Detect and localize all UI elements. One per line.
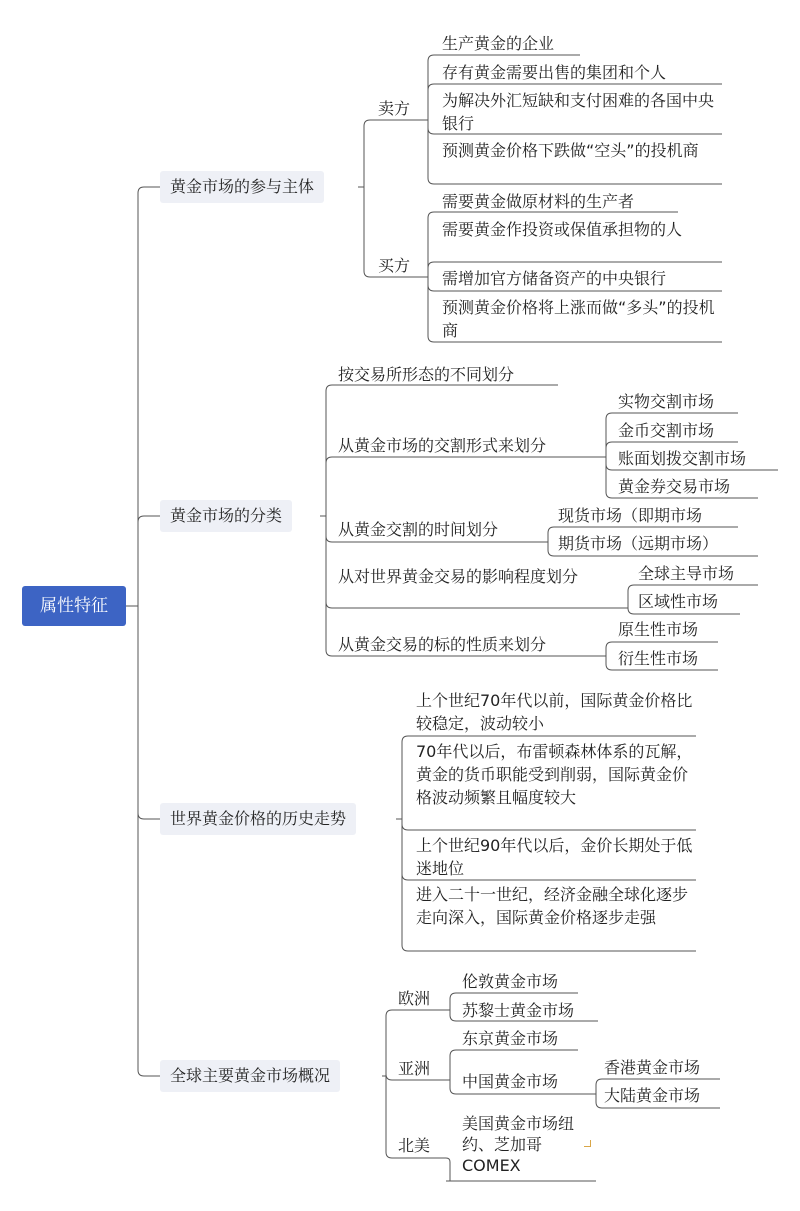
europe-item[interactable]: 伦敦黄金市场 [462,972,559,991]
branch-participants[interactable]: 黄金市场的参与主体 [160,171,324,203]
connector-line [326,602,626,608]
node-sellers[interactable]: 卖方 [378,99,411,118]
seller-item[interactable]: 为解决外汇短缺和支付困难的各国中央银行 [442,91,715,133]
buyer-item[interactable]: 需要黄金作投资或保值承担物的人 [442,220,683,239]
delivery-time-item[interactable]: 现货市场（即期市场 [558,506,703,525]
china-item[interactable]: 香港黄金市场 [604,1058,701,1077]
underlying-item[interactable]: 衍生性市场 [618,649,699,668]
north-america-item[interactable]: 美国黄金市场纽约、芝加哥COMEX [462,1114,575,1175]
branch-global[interactable]: 全球主要黄金市场概况 [160,1060,340,1092]
connector-line [326,457,600,463]
connector-line [138,1070,160,1076]
buyer-item[interactable]: 预测黄金价格将上涨而做“多头”的投机商 [442,298,715,340]
influence-item[interactable]: 全球主导市场 [638,564,735,583]
connector-line [138,516,160,522]
seller-item[interactable]: 预测黄金价格下跌做“空头”的投机商 [442,141,699,160]
delivery-form-item[interactable]: 黄金券交易市场 [618,477,731,496]
history-item[interactable]: 70年代以后，布雷顿森林体系的瓦解，黄金的货币职能受到削弱，国际黄金价格波动频繁且幅度较大 [416,742,693,807]
connector-line [386,1010,446,1016]
branch-history[interactable]: 世界黄金价格的历史走势 [160,803,356,835]
buyer-item[interactable]: 需要黄金做原材料的生产者 [442,192,635,211]
connector-line [402,945,696,951]
asia-china[interactable]: 中国黄金市场 [462,1072,559,1091]
class-by-form[interactable]: 按交易所形态的不同划分 [338,365,515,384]
history-item[interactable]: 上个世纪90年代以后，金价长期处于低迷地位 [416,836,693,878]
connector-line [428,178,722,184]
node-buyers[interactable]: 买方 [378,256,411,275]
class-by-delivery-form[interactable]: 从黄金市场的交割形式来划分 [338,436,547,455]
connector-line [446,1158,450,1181]
region-europe[interactable]: 欧洲 [398,989,431,1008]
seller-item[interactable]: 存有黄金需要出售的集团和个人 [442,63,667,82]
connector-line [402,824,696,830]
connector-line [138,813,160,819]
asia-tokyo[interactable]: 东京黄金市场 [462,1029,559,1048]
region-north-america[interactable]: 北美 [398,1136,431,1155]
region-asia[interactable]: 亚洲 [398,1059,431,1078]
underlying-item[interactable]: 原生性市场 [618,620,699,639]
delivery-form-item[interactable]: 实物交割市场 [618,392,715,411]
europe-item[interactable]: 苏黎士黄金市场 [462,1001,575,1020]
root-node[interactable]: 属性特征 [22,586,126,626]
class-by-delivery-time[interactable]: 从黄金交割的时间划分 [338,520,499,539]
delivery-form-item[interactable]: 金币交割市场 [618,421,715,440]
china-item[interactable]: 大陆黄金市场 [604,1086,701,1105]
class-by-influence[interactable]: 从对世界黄金交易的影响程度划分 [338,567,579,586]
delivery-form-item[interactable]: 账面划拨交割市场 [618,449,747,468]
class-by-underlying[interactable]: 从黄金交易的标的性质来划分 [338,635,547,654]
connector-line [138,187,160,193]
influence-item[interactable]: 区域性市场 [638,592,719,611]
buyer-item[interactable]: 需增加官方储备资产的中央银行 [442,269,667,288]
delivery-time-item[interactable]: 期货市场（远期市场） [558,534,719,553]
branch-classification[interactable]: 黄金市场的分类 [160,500,292,532]
note-marker-icon [584,1140,591,1147]
connector-line [364,120,424,126]
seller-item[interactable]: 生产黄金的企业 [442,34,555,53]
history-item[interactable]: 上个世纪70年代以前，国际黄金价格比较稳定，波动较小 [416,691,693,733]
connector-line [450,1050,578,1056]
history-item[interactable]: 进入二十一世纪，经济金融全球化逐步走向深入，国际黄金价格逐步走强 [416,885,689,927]
